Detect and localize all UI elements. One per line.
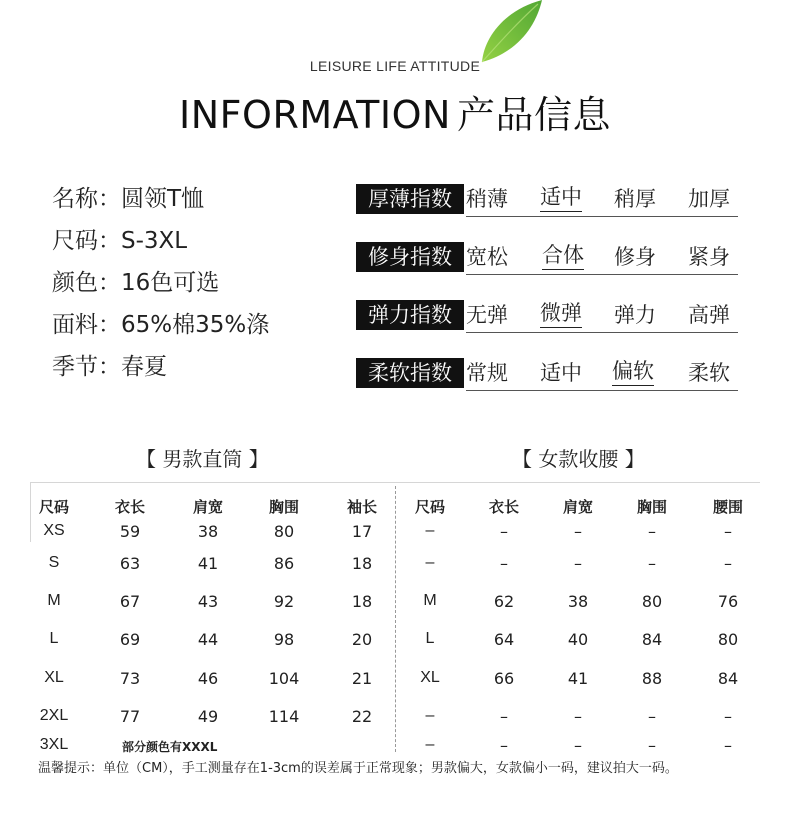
info-key: 名称： [52,186,121,212]
women-table-cell: 62 [493,592,515,611]
index-label: 修身指数 [356,242,464,272]
men-table-cell: 20 [351,630,373,649]
men-table-title: 【 男款直筒 】 [136,447,269,471]
info-row-season [52,348,269,390]
men-table-cell: XL [44,669,64,686]
women-header-cell: 尺码 [414,498,445,516]
men-table-cell: 17 [351,522,373,541]
index-option-selected: 适中 [540,184,582,212]
title-en: INFORMATION [179,93,451,137]
page-title [0,84,790,139]
table-top-border [30,482,760,483]
index-option: 适中 [540,361,582,385]
title-zh: 产品信息 [456,93,611,137]
index-options [466,242,738,275]
men-table-cell: M [47,592,61,609]
men-table-cell: 22 [351,707,373,726]
men-table-cell: 73 [119,669,141,688]
women-table-cell: – [724,522,732,541]
men-table-cell: 104 [268,669,300,688]
women-table-cell: 66 [493,669,515,688]
men-table-cell: 67 [119,592,141,611]
leaf-icon [478,0,546,64]
women-table-cell: – [574,522,582,541]
women-table-cell: 64 [493,630,515,649]
index-option: 宽松 [466,245,508,269]
index-option: 弹力 [614,303,656,327]
info-key: 尺码： [52,228,121,254]
women-table-title: 【 女款收腰 】 [512,447,645,471]
men-table-note: 部分颜色有XXXL [122,740,218,754]
men-table-cell: 114 [268,707,300,726]
women-table-cell: 84 [717,669,739,688]
index-option-selected: 微弹 [540,300,582,328]
women-header-cell: 肩宽 [562,498,593,516]
women-table-cell: – [500,707,508,726]
women-header-cell: 衣长 [488,498,519,516]
index-options [466,358,738,391]
women-table-cell: 76 [717,592,739,611]
men-table-cell: 46 [197,669,219,688]
index-label: 厚薄指数 [356,184,464,214]
index-options [466,300,738,333]
women-table-cell: – [648,707,656,726]
info-row-color [52,264,269,306]
men-table-cell: 69 [119,630,141,649]
women-table-cell: 40 [567,630,589,649]
index-label: 弹力指数 [356,300,464,330]
men-table-cell: 18 [351,554,373,573]
men-table-cell: 44 [197,630,219,649]
info-value: S-3XL [121,228,188,254]
index-option: 稍厚 [614,187,656,211]
women-header-cell: 腰围 [712,498,743,516]
men-header-cell: 肩宽 [192,498,223,516]
index-option: 修身 [614,245,656,269]
info-value: 16色可选 [121,270,220,296]
index-option: 高弹 [688,303,730,327]
women-table-cell: – [648,736,656,755]
men-table-cell: 77 [119,707,141,726]
index-option-selected: 偏软 [612,358,654,386]
index-option: 加厚 [688,187,730,211]
women-header-cell: 胸围 [636,498,667,516]
men-table-cell: 18 [351,592,373,611]
men-table-cell: 80 [273,522,295,541]
info-row-fabric [52,306,269,348]
women-table-cell: – [648,522,656,541]
women-table-cell: 80 [641,592,663,611]
women-table-cell: – [500,522,508,541]
men-table-cell: 41 [197,554,219,573]
index-option: 柔软 [688,361,730,385]
index-option: 稍薄 [466,187,508,211]
men-header-cell: 袖长 [346,498,377,516]
women-table-cell: 88 [641,669,663,688]
women-table-cell: – [724,554,732,573]
men-header-cell: 尺码 [38,498,69,516]
women-table-cell: – [648,554,656,573]
men-table-cell: 98 [273,630,295,649]
women-table-cell: – [574,736,582,755]
women-table-cell: – [425,522,435,539]
women-table-cell: 80 [717,630,739,649]
index-option: 紧身 [688,245,730,269]
page-subtitle: LEISURE LIFE ATTITUDE [309,58,481,74]
index-label: 柔软指数 [356,358,464,388]
men-table-cell: 92 [273,592,295,611]
info-key: 季节： [52,354,121,380]
women-table-cell: – [425,707,435,724]
info-key: 面料： [52,312,121,338]
index-option-selected: 合体 [542,242,584,270]
women-table-cell: – [724,736,732,755]
women-table-cell: 84 [641,630,663,649]
info-row-name [52,180,269,222]
product-info-list [52,180,269,390]
men-table-cell: L [49,630,59,647]
women-table-cell: 41 [567,669,589,688]
men-table-cell: 59 [119,522,141,541]
men-table-cell: 21 [351,669,373,688]
women-table-cell: – [500,554,508,573]
info-value: 圆领T恤 [121,186,205,212]
info-value: 65%棉35%涤 [121,312,270,338]
women-table-cell: – [500,736,508,755]
women-table-cell: M [423,592,437,609]
men-table-cell: 63 [119,554,141,573]
men-table-cell: 49 [197,707,219,726]
women-table-cell: – [574,554,582,573]
men-table-cell: 3XL [39,736,69,753]
info-value: 春夏 [121,354,167,380]
info-row-size [52,222,269,264]
men-table-cell: 43 [197,592,219,611]
info-key: 颜色： [52,270,121,296]
size-tip: 温馨提示：单位（CM），手工测量存在1-3cm的误差属于正常现象；男款偏大，女款偏小一码，建议拍大一码。 [38,761,678,776]
women-table-cell: – [724,707,732,726]
women-table-cell: XL [420,669,440,686]
men-table-cell: 38 [197,522,219,541]
index-option: 无弹 [466,303,508,327]
men-table-cell: 86 [273,554,295,573]
women-table-cell: – [574,707,582,726]
women-table-cell: – [425,736,435,753]
men-header-cell: 胸围 [268,498,299,516]
men-table-cell: 2XL [39,707,69,724]
index-options [466,184,738,217]
men-table-cell: XS [43,522,65,539]
women-table-cell: 38 [567,592,589,611]
men-header-cell: 衣长 [114,498,145,516]
index-option: 常规 [466,361,508,385]
women-table-cell: – [425,554,435,571]
women-table-cell: L [425,630,435,647]
men-table-cell: S [48,554,60,571]
